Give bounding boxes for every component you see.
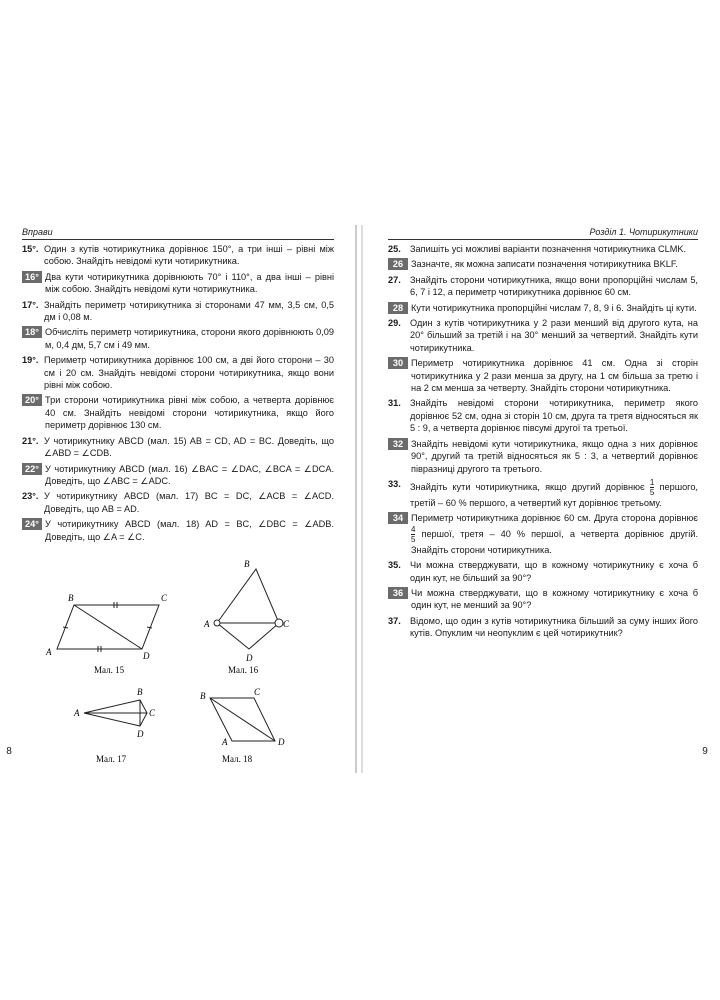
exercise-number: 28 bbox=[388, 302, 408, 314]
exercise-text: Чи можна стверджувати, що в кожному чотирикутнику є хоча б один кут, не більший за 90°? bbox=[410, 560, 698, 583]
exercise-number: 18° bbox=[22, 326, 42, 338]
exercise-number: 31. bbox=[388, 398, 401, 409]
svg-text:C: C bbox=[254, 687, 261, 697]
exercise-left-7 bbox=[22, 463, 334, 488]
caption-18: Мал. 18 bbox=[222, 754, 253, 764]
exercise-number: 32 bbox=[388, 438, 408, 450]
svg-text:C: C bbox=[283, 619, 290, 629]
exercise-number: 34 bbox=[388, 512, 408, 524]
exercise-text: Кути чотирикутника пропорційні числам 7, 8, 9 і 6. Знайдіть ці кути. bbox=[411, 302, 697, 313]
exercise-left-0 bbox=[22, 243, 334, 268]
exercise-text: Запишіть усі можливі варіанти позначення чотирикутника CLMK. bbox=[410, 244, 687, 254]
exercise-text: Відомо, що один з кутів чотирикутника більший за суму інших його кутів. Опуклим чи неопуклим є цей чотирикутник? bbox=[410, 615, 698, 639]
exercise-number: 37. bbox=[388, 615, 401, 626]
page-number-left: 8 bbox=[6, 746, 12, 757]
exercise-number: 22° bbox=[22, 463, 42, 475]
left-header bbox=[22, 225, 334, 240]
exercise-number: 15°. bbox=[22, 244, 39, 254]
exercise-number: 27. bbox=[388, 274, 401, 285]
svg-text:A: A bbox=[46, 647, 52, 657]
figure-17 bbox=[73, 687, 156, 764]
exercise-number: 17°. bbox=[22, 299, 39, 310]
exercise-number: 35. bbox=[388, 560, 401, 571]
exercise-right-11 bbox=[388, 587, 698, 612]
exercise-right-3 bbox=[388, 302, 698, 314]
exercise-text: У чотирикутнику ABCD (мал. 18) AD = BC, ∠DBC = ∠ADB. Доведіть, що ∠A = ∠C. bbox=[45, 519, 334, 542]
exercise-number: 26 bbox=[388, 258, 408, 270]
exercise-text: Знайдіть невідомі сторони чотирикутника, периметр якого дорівнює 52 см, одна зі сторін 10 см, друга та третя відносяться як 5 : 9, а четверта дорівнює півсумі другої та третьої. bbox=[410, 398, 698, 434]
exercise-text: У чотирикутнику ABCD (мал. 17) BC = DC, ∠ACB = ∠ACD. Доведіть, що AB = AD. bbox=[44, 491, 334, 514]
right-header bbox=[388, 225, 698, 240]
chapter-title: Розділ 1. Чотирикутники bbox=[589, 227, 698, 237]
fraction: $\frac{4}{5}$ bbox=[411, 524, 416, 544]
exercise-number: 21°. bbox=[22, 435, 39, 446]
exercise-text: Два кути чотирикутника дорівнюють 70° і 110°, а два інші – рівні між собою. Знайдіть невідомі кути чотирикутника. bbox=[45, 271, 334, 295]
exercise-right-10 bbox=[388, 559, 698, 584]
left-page bbox=[6, 225, 334, 773]
svg-text:B: B bbox=[200, 691, 206, 701]
svg-text:D: D bbox=[246, 653, 253, 663]
exercise-text: Знайдіть кути чотирикутника, якщо другий дорівнює $\frac{1}{5}$ першого, третій – 60 % першого, а четвертий кут дорівнює третьому. bbox=[410, 477, 698, 508]
svg-text:D: D bbox=[137, 729, 144, 739]
exercise-text: Чи можна стверджувати, що в кожному чотирикутнику є хоча б один кут, не менший за 90°? bbox=[411, 587, 698, 611]
exercise-text: Один з кутів чотирикутника дорівнює 150°, а три інші – рівні між собою. Знайдіть невідомі кути чотирикутника. bbox=[44, 244, 334, 267]
exercise-left-1 bbox=[22, 271, 334, 296]
exercise-right-0 bbox=[388, 243, 698, 255]
exercise-right-9 bbox=[388, 512, 698, 556]
exercise-text: Три сторони чотирикутника рівні між собою, а четверта дорівнює 40 см. Знайдіть невідомі сторони чотирикутника, якщо його периметр дорівнює 130 см. bbox=[45, 395, 334, 431]
svg-text:A: A bbox=[222, 737, 228, 747]
caption-17: Мал. 17 bbox=[96, 754, 127, 764]
svg-text:B: B bbox=[137, 687, 143, 697]
exercise-text: Один з кутів чотирикутника у 2 рази менший від другого кута, на 20° більший за третій і на 30° менший за четвертий. Знайдіть кути чотирикутника. bbox=[410, 318, 698, 353]
svg-text:C: C bbox=[161, 593, 168, 603]
figure-18 bbox=[200, 687, 285, 764]
exercise-number: 25. bbox=[388, 244, 401, 254]
exercise-number: 24° bbox=[22, 518, 42, 530]
exercise-right-12 bbox=[388, 615, 698, 640]
right-exercise-list bbox=[388, 243, 698, 640]
exercise-number: 16° bbox=[22, 271, 42, 283]
svg-text:C: C bbox=[149, 708, 156, 718]
caption-15: Мал. 15 bbox=[94, 665, 125, 675]
exercise-number: 23°. bbox=[22, 491, 39, 502]
exercise-text: Зазначте, як можна записати позначення чотирикутника BKLF. bbox=[411, 259, 678, 270]
exercise-text: Периметр чотирикутника дорівнює 60 см. Друга сторона дорівнює $\frac{4}{5}$ першої, третя – 40 % першої, а четверта дорівнює другій. Знайдіть сторони чотирикутника. bbox=[411, 513, 698, 555]
figure-16 bbox=[203, 559, 290, 675]
exercise-text: Периметр чотирикутника дорівнює 41 см. Одна зі сторін чотирикутника у 2 рази менша за другу, на 1 см більша за третю і на 2 см менша за четверту. Знайдіть сторони чотирикутника. bbox=[411, 358, 698, 394]
exercise-right-5 bbox=[388, 357, 698, 394]
exercise-number: 29. bbox=[388, 318, 401, 329]
fraction: $\frac{1}{5}$ bbox=[649, 477, 655, 497]
exercise-right-1 bbox=[388, 258, 698, 270]
exercise-left-6 bbox=[22, 435, 334, 460]
right-page bbox=[388, 225, 708, 773]
exercise-text: Обчисліть периметр чотирикутника, сторони якого дорівнюють 0,09 м, 0,4 дм, 5,7 см і 49 мм. bbox=[45, 327, 334, 350]
exercise-left-2 bbox=[22, 299, 334, 324]
exercise-text: Знайдіть сторони чотирикутника, якщо вони пропорційні числам 5, 6, 7 і 12, а периметр чотирикутника дорівнює 60 см. bbox=[410, 274, 698, 298]
exercise-left-3 bbox=[22, 326, 334, 351]
svg-text:B: B bbox=[244, 559, 250, 569]
exercise-text: У чотирикутнику ABCD (мал. 16) ∠BAC = ∠DAC, ∠BCA = ∠DCA. Доведіть, що ∠ABC = ∠ADC. bbox=[45, 463, 334, 486]
svg-text:A: A bbox=[74, 708, 80, 718]
exercise-right-4 bbox=[388, 317, 698, 354]
figure-15 bbox=[45, 593, 168, 675]
svg-text:D: D bbox=[278, 737, 285, 747]
section-title: Вправи bbox=[22, 227, 53, 237]
page-number-right: 9 bbox=[702, 746, 708, 757]
exercise-text: Знайдіть невідомі кути чотирикутника, якщо одна з них дорівнює 90°, другий та третій відносяться як 5 : 3, а четвертий дорівнює півразниці другого та третього. bbox=[411, 438, 698, 474]
exercise-text: Периметр чотирикутника дорівнює 100 см, а дві його сторони – 30 см і 20 см. Знайдіть невідомі сторони чотирикутника, якщо вони рівні між собою. bbox=[44, 355, 334, 391]
exercise-text: У чотирикутнику ABCD (мал. 15) AB = CD, AD = BC. Доведіть, що ∠ABD = ∠CDB. bbox=[44, 435, 334, 459]
exercise-right-8 bbox=[388, 478, 698, 509]
exercise-number: 30 bbox=[388, 357, 408, 369]
exercise-left-5 bbox=[22, 394, 334, 431]
exercise-number: 36 bbox=[388, 587, 408, 599]
exercise-right-6 bbox=[388, 397, 698, 434]
figures-2 bbox=[22, 665, 334, 775]
svg-text:B: B bbox=[68, 593, 74, 603]
svg-text:A: A bbox=[204, 619, 210, 629]
svg-text:D: D bbox=[143, 651, 150, 661]
exercise-left-9 bbox=[22, 518, 334, 543]
exercise-number: 19°. bbox=[22, 355, 39, 366]
left-exercise-list bbox=[22, 243, 334, 543]
exercise-left-8 bbox=[22, 490, 334, 515]
exercise-left-4 bbox=[22, 354, 334, 391]
exercise-number: 20° bbox=[22, 394, 42, 406]
exercise-number: 33. bbox=[388, 478, 401, 489]
exercise-right-2 bbox=[388, 274, 698, 299]
exercise-text: Знайдіть периметр чотирикутника зі сторонами 47 мм, 3,5 см, 0,5 дм і 0,08 м. bbox=[44, 299, 334, 323]
exercise-right-7 bbox=[388, 438, 698, 475]
caption-16: Мал. 16 bbox=[228, 665, 259, 675]
